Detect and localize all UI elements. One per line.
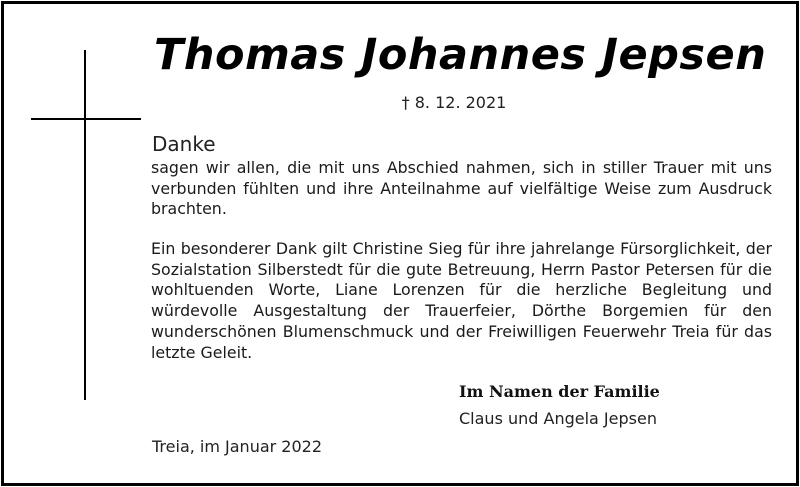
thanks-paragraph-2: Ein besonderer Dank gilt Christine Sieg für ihre jahrelange Fürsorglichkeit, der Sozialstation Silberstedt für die gute Betreuung, Herrn Pastor Petersen für die wohltuenden Worte, Liane Lorenzen für die herzliche Begleitung und würdevolle Ausgestaltung der Trauerfeier, Dörthe Borgemien für den wunderschönen Blumenschmuck und der Freiwilligen Feuerwehr Treia für das letzte Geleit. (151, 239, 772, 362)
thanks-paragraph-1: sagen wir allen, die mit uns Abschied nahmen, sich in stiller Trauer mit uns verbunden fühlten und ihre Anteilnahme auf vielfältige Weise zum Ausdruck brachten. (151, 158, 772, 219)
cross-icon-horizontal-bar (31, 118, 141, 120)
signature-names: Claus und Angela Jepsen (459, 409, 657, 428)
cross-icon-vertical-bar (84, 50, 86, 400)
death-date: † 8. 12. 2021 (401, 93, 507, 112)
place-and-date: Treia, im Januar 2022 (152, 437, 323, 456)
obituary-notice (1, 1, 799, 486)
deceased-name: Thomas Johannes Jepsen (154, 30, 767, 80)
signature-intro: Im Namen der Familie (459, 382, 660, 401)
thanks-heading: Danke (152, 132, 216, 156)
